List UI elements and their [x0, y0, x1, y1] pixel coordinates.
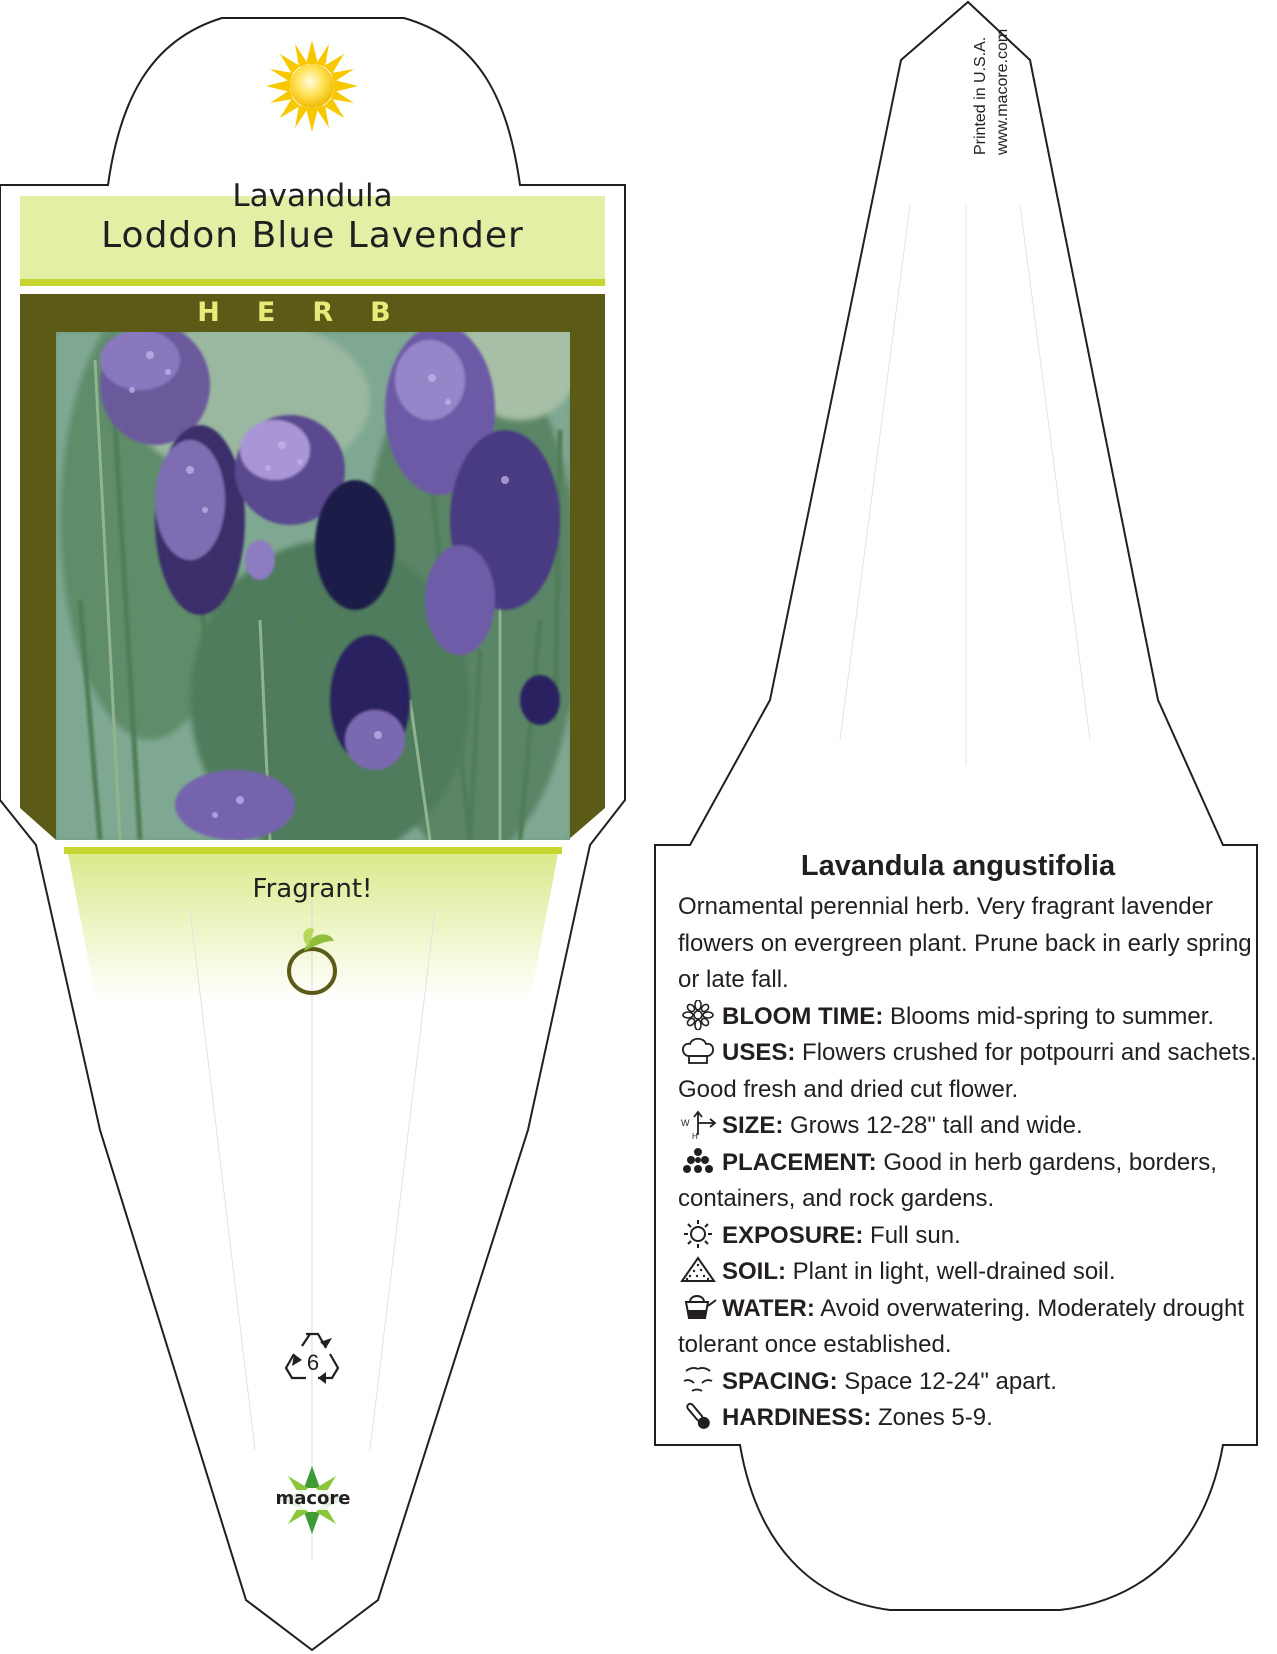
attribute-text: Full sun.: [870, 1221, 961, 1249]
category-label: HERB: [197, 297, 428, 328]
printed-line: Printed in U.S.A.: [972, 36, 989, 155]
attribute-text: Space 12-24" apart.: [844, 1367, 1057, 1395]
lime-divider-bottom: [64, 847, 562, 854]
attribute-label: BLOOM TIME:: [722, 1002, 884, 1030]
attribute-exposure: [678, 1218, 1258, 1255]
placement-icon: [678, 1146, 718, 1176]
attribute-text: Grows 12-28" tall and wide.: [790, 1112, 1083, 1139]
sun-outline-icon: [678, 1219, 718, 1249]
tagline: Fragrant!: [252, 874, 373, 904]
attribute-label: USES:: [722, 1039, 796, 1066]
svg-text:W: W: [681, 1118, 690, 1128]
attribute-spacing: [678, 1364, 1258, 1401]
recycle-code: 6: [306, 1350, 320, 1375]
attribute-text: Good in herb gardens, borders, containers, and rock gardens.: [678, 1148, 1217, 1212]
website-line: www.macore.com: [994, 28, 1011, 155]
spacing-icon: [678, 1365, 718, 1395]
attribute-label: HARDINESS:: [722, 1404, 872, 1431]
attribute-uses: [678, 1035, 1258, 1108]
attribute-text: Flowers crushed for potpourri and sachets. Good fresh and dried cut flower.: [678, 1039, 1257, 1103]
attribute-size: [678, 1108, 1258, 1145]
genus-name: Lavandula: [232, 178, 393, 214]
watering-can-icon: [678, 1292, 718, 1322]
attribute-placement: [678, 1145, 1258, 1218]
attribute-water: [678, 1291, 1258, 1364]
attribute-soil: [678, 1254, 1258, 1291]
attribute-label: SOIL:: [722, 1258, 786, 1285]
attribute-text: Avoid overwatering. Moderately drought tolerant once established.: [678, 1294, 1245, 1358]
attribute-bloom-time: [678, 999, 1258, 1036]
brand-name: macore: [275, 1488, 351, 1509]
printed-info: [970, 0, 1014, 155]
attribute-hardiness: [678, 1400, 1258, 1437]
size-arrows-icon: [678, 1109, 718, 1139]
attribute-label: SIZE:: [722, 1112, 784, 1139]
chef-hat-icon: [678, 1036, 718, 1066]
attribute-text: Blooms mid-spring to summer.: [889, 1002, 1215, 1030]
description: Ornamental perennial herb. Very fragrant lavender flowers on evergreen plant. Prune back in early spring or late fall.: [678, 893, 1252, 993]
attribute-label: PLACEMENT:: [722, 1148, 877, 1176]
attribute-label: EXPOSURE:: [722, 1221, 864, 1249]
attribute-label: WATER:: [722, 1294, 815, 1322]
soil-icon: [678, 1255, 718, 1285]
flower-icon: [678, 1000, 718, 1030]
thermometer-icon: [678, 1401, 718, 1431]
attribute-text: Plant in light, well-drained soil.: [792, 1258, 1116, 1285]
attribute-label: SPACING:: [722, 1367, 838, 1395]
back-content: [678, 850, 1258, 1437]
svg-text:H: H: [692, 1132, 698, 1139]
botanical-name: Lavandula angustifolia: [800, 850, 1116, 882]
lime-divider-top: [20, 279, 605, 286]
common-name: Loddon Blue Lavender: [101, 215, 524, 256]
lavender-photo: [56, 300, 580, 860]
attribute-text: Zones 5-9.: [878, 1404, 993, 1431]
